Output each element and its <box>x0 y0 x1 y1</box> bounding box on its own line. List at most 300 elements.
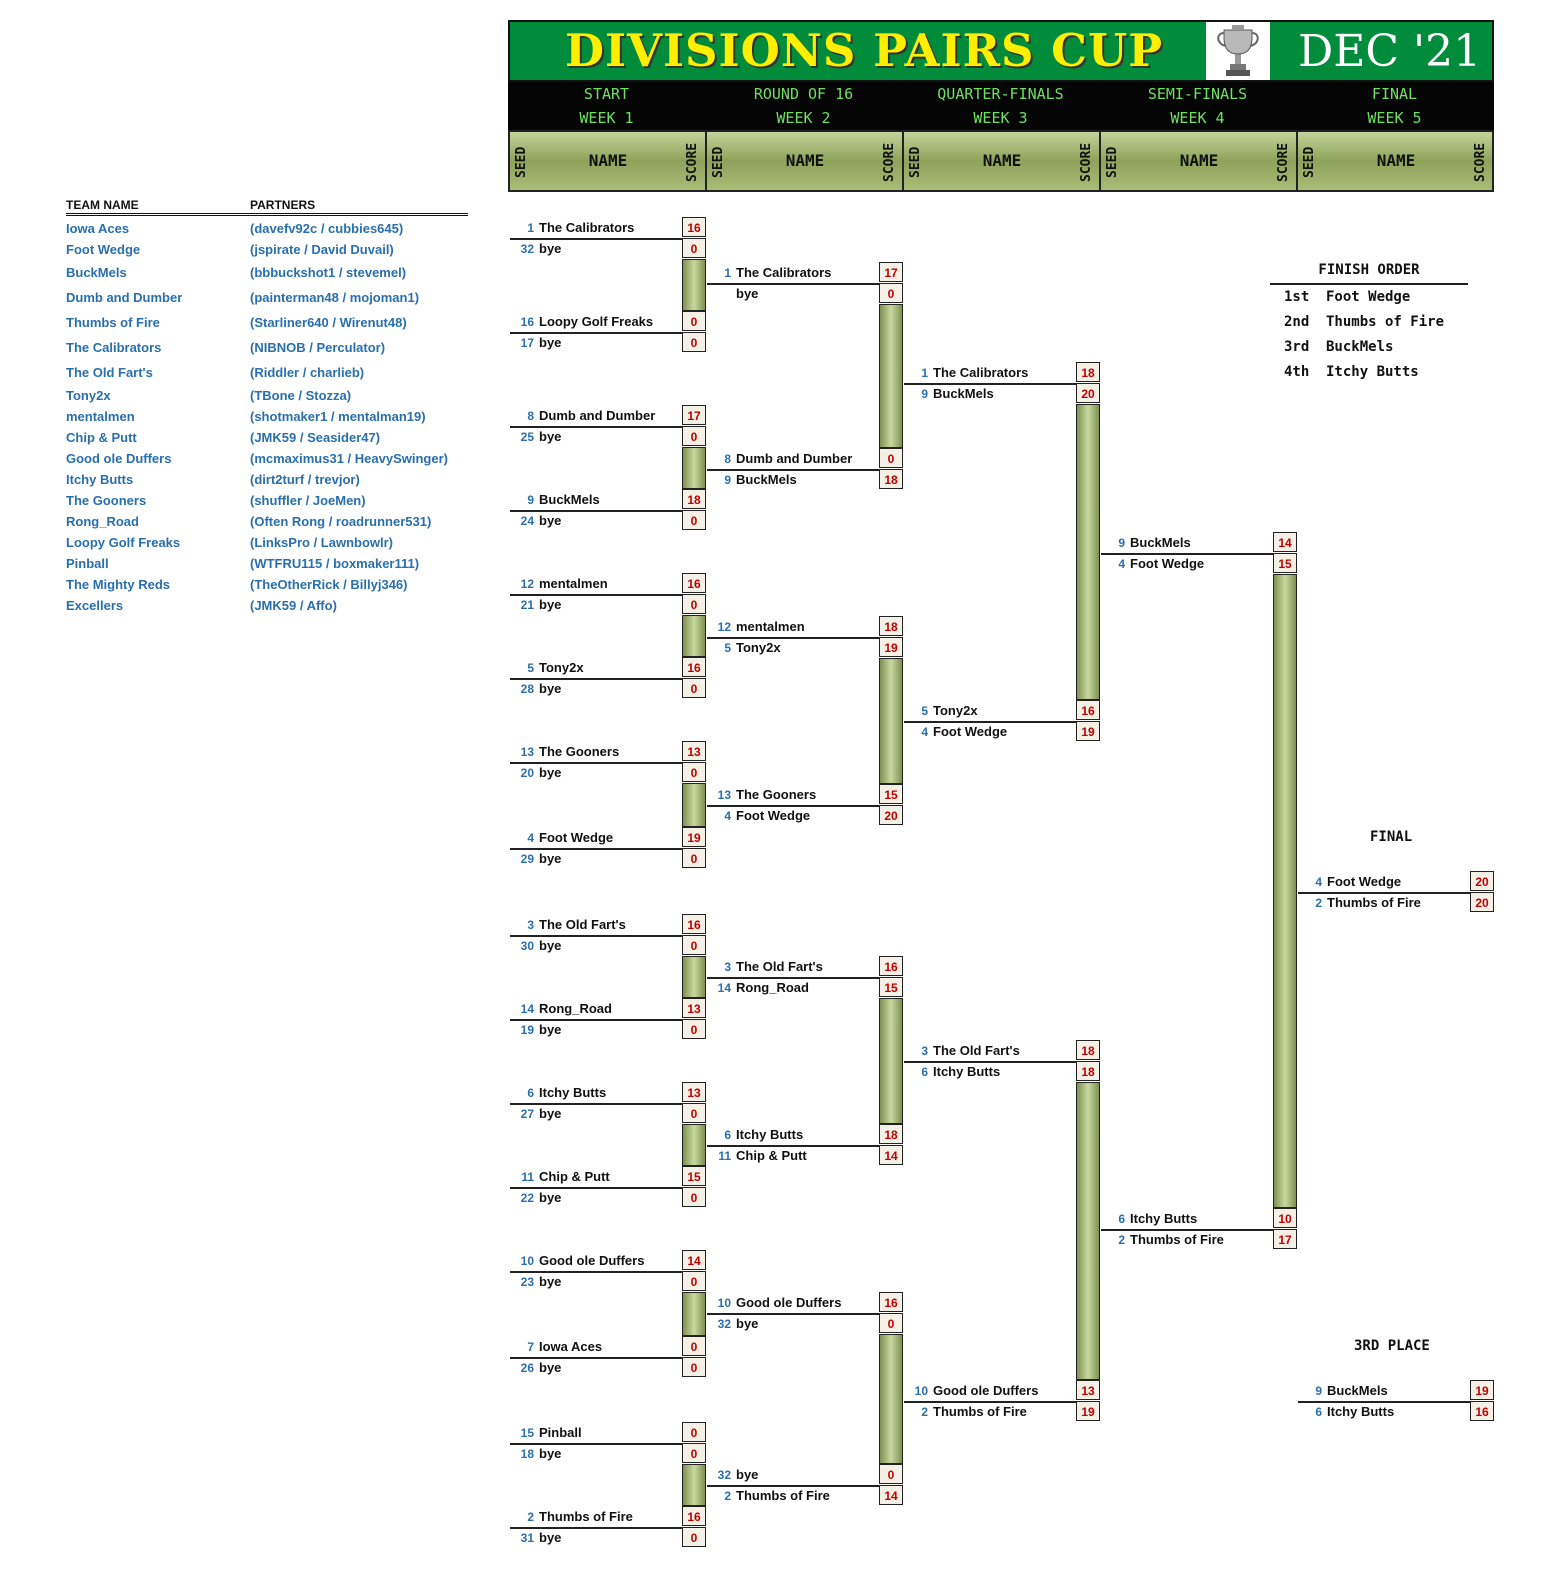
slot-score: 16 <box>879 1292 903 1312</box>
slot-seed: 8 <box>724 452 731 466</box>
bracket-slot <box>904 362 1100 385</box>
bracket-slot <box>707 637 903 658</box>
finish-row <box>1284 289 1410 305</box>
slot-seed: 2 <box>1118 1233 1125 1247</box>
team-name: Loopy Golf Freaks <box>66 535 181 550</box>
team-partners: (Starliner640 / Wirenut48) <box>250 315 407 330</box>
team-name: The Mighty Reds <box>66 577 171 592</box>
bracket-slot <box>510 1443 706 1464</box>
round-week: WEEK 1 <box>579 109 634 127</box>
slot-seed: 12 <box>717 620 731 634</box>
slot-seed: 1 <box>724 266 731 280</box>
slot-team-name: bye <box>539 851 562 866</box>
slot-score: 17 <box>1273 1229 1297 1249</box>
slot-team-name: bye <box>539 429 562 444</box>
slot-score: 16 <box>682 217 706 237</box>
slot-seed: 30 <box>520 939 534 953</box>
round-week: WEEK 3 <box>973 109 1028 127</box>
bracket-slot <box>510 594 706 615</box>
col-seed-label: SEED <box>514 146 529 178</box>
slot-seed: 20 <box>520 766 534 780</box>
team-partners: (JMK59 / Seasider47) <box>250 430 381 445</box>
bracket-slot <box>510 426 706 447</box>
slot-team-name: Itchy Butts <box>1327 1404 1395 1419</box>
slot-score: 0 <box>682 678 706 698</box>
slot-team-name: bye <box>539 765 562 780</box>
team-partners: (mcmaximus31 / HeavySwinger) <box>250 451 448 466</box>
slot-team-name: Dumb and Dumber <box>736 451 853 466</box>
bracket-slot <box>1298 1401 1494 1422</box>
final-label: FINAL <box>1370 829 1413 845</box>
slot-team-name: bye <box>539 1530 562 1545</box>
slot-seed: 6 <box>527 1086 534 1100</box>
bracket-slot <box>1298 892 1494 913</box>
slot-seed: 4 <box>527 831 534 845</box>
slot-team-name: bye <box>539 1274 562 1289</box>
bracket-slot <box>510 1527 706 1548</box>
bracket-slot <box>707 616 903 639</box>
bracket-connector <box>682 447 706 489</box>
slot-team-name: bye <box>539 513 562 528</box>
col-score-label: SCORE <box>882 142 897 182</box>
slot-team-name: The Old Fart's <box>736 959 823 974</box>
bracket-slot <box>1101 1208 1297 1231</box>
team-name: mentalmen <box>66 409 135 424</box>
slot-team-name: The Calibrators <box>736 265 832 280</box>
slot-score: 13 <box>682 1082 706 1102</box>
team-name: The Calibrators <box>66 340 162 355</box>
slot-score: 16 <box>682 914 706 934</box>
slot-seed: 9 <box>1118 536 1125 550</box>
slot-score: 18 <box>1076 1040 1100 1060</box>
bracket-slot <box>707 469 903 490</box>
bracket-slot <box>1101 553 1297 574</box>
team-partners: (davefv92c / cubbies645) <box>250 221 404 236</box>
bracket-slot <box>510 573 706 596</box>
slot-team-name: Foot Wedge <box>1130 556 1205 571</box>
slot-team-name: Foot Wedge <box>933 724 1008 739</box>
slot-seed: 29 <box>520 852 534 866</box>
slot-team-name: Iowa Aces <box>539 1339 603 1354</box>
finish-place: 4th <box>1284 364 1310 380</box>
slot-score: 14 <box>682 1250 706 1270</box>
slot-team-name: Good ole Duffers <box>736 1295 842 1310</box>
bracket-slot <box>707 283 903 304</box>
slot-team-name: Pinball <box>539 1425 582 1440</box>
bracket-slot <box>707 1124 903 1147</box>
finish-place: 3rd <box>1284 339 1310 355</box>
team-partners: (TheOtherRick / Billyj346) <box>250 577 408 592</box>
bracket-connector <box>682 1464 706 1506</box>
slot-score: 15 <box>879 977 903 997</box>
bracket-slot <box>510 217 706 240</box>
round-week: WEEK 2 <box>776 109 831 127</box>
slot-team-name: bye <box>539 597 562 612</box>
team-partners: (dirt2turf / trevjor) <box>250 472 360 487</box>
slot-score: 15 <box>879 784 903 804</box>
bracket-slot <box>904 721 1100 742</box>
bracket-slot <box>510 848 706 869</box>
bracket-slot <box>510 762 706 783</box>
slot-score: 13 <box>682 998 706 1018</box>
bracket-connector <box>879 1334 903 1464</box>
bracket-slot <box>510 238 706 259</box>
slot-score: 0 <box>879 283 903 303</box>
event-date: DEC '21 <box>1298 26 1482 77</box>
slot-team-name: Chip & Putt <box>539 1169 610 1184</box>
slot-score: 17 <box>682 405 706 425</box>
slot-score: 16 <box>682 573 706 593</box>
team-partners: (bbbuckshot1 / stevemel) <box>250 265 407 280</box>
col-name-label: NAME <box>982 151 1022 170</box>
slot-seed: 10 <box>520 1254 534 1268</box>
round-name: START <box>583 85 630 103</box>
slot-team-name: BuckMels <box>1130 535 1191 550</box>
slot-team-name: bye <box>539 1446 562 1461</box>
bracket-slot <box>510 657 706 680</box>
team-name: Pinball <box>66 556 109 571</box>
finish-team: Foot Wedge <box>1326 289 1411 305</box>
slot-score: 19 <box>1470 1380 1494 1400</box>
slot-team-name: The Old Fart's <box>539 917 626 932</box>
bracket-slot <box>510 827 706 850</box>
bracket-connector <box>682 615 706 657</box>
slot-team-name: bye <box>736 286 759 301</box>
slot-team-name: bye <box>539 1106 562 1121</box>
team-partners: (shotmaker1 / mentalman19) <box>250 409 426 424</box>
slot-team-name: The Old Fart's <box>933 1043 1020 1058</box>
bracket-connector <box>682 259 706 311</box>
slot-team-name: Thumbs of Fire <box>1327 895 1421 910</box>
bracket-slot <box>904 1040 1100 1063</box>
slot-score: 0 <box>682 510 706 530</box>
slot-team-name: The Calibrators <box>539 220 635 235</box>
bracket-slot <box>707 1464 903 1487</box>
slot-score: 13 <box>682 741 706 761</box>
bracket-connector <box>879 304 903 448</box>
bracket-slot <box>510 1506 706 1529</box>
slot-score: 16 <box>682 1506 706 1526</box>
slot-score: 19 <box>1076 721 1100 741</box>
bracket-connector <box>682 956 706 998</box>
col-seed-label: SEED <box>1105 146 1120 178</box>
slot-seed: 11 <box>521 1170 534 1184</box>
finish-row <box>1284 364 1419 380</box>
bracket-connector <box>1273 574 1297 1208</box>
slot-score: 0 <box>682 594 706 614</box>
finish-place: 2nd <box>1284 314 1310 330</box>
slot-team-name: Thumbs of Fire <box>1130 1232 1224 1247</box>
slot-score: 18 <box>879 616 903 636</box>
slot-team-name: bye <box>539 335 562 350</box>
bracket-slot <box>510 510 706 531</box>
slot-seed: 18 <box>520 1447 534 1461</box>
slot-score: 19 <box>1076 1401 1100 1421</box>
team-partners: (painterman48 / mojoman1) <box>250 290 420 305</box>
slot-score: 18 <box>1076 362 1100 382</box>
slot-team-name: mentalmen <box>539 576 608 591</box>
third-place-label: 3RD PLACE <box>1354 1338 1430 1354</box>
slot-seed: 6 <box>1315 1405 1322 1419</box>
slot-seed: 12 <box>520 577 534 591</box>
slot-seed: 6 <box>724 1128 731 1142</box>
slot-seed: 8 <box>527 409 534 423</box>
slot-seed: 4 <box>1315 875 1322 889</box>
slot-score: 20 <box>1470 892 1494 912</box>
slot-score: 20 <box>1470 871 1494 891</box>
team-name: Rong_Road <box>66 514 139 529</box>
bracket-slot <box>510 1271 706 1292</box>
col-score-label: SCORE <box>1079 142 1094 182</box>
team-partners: (Often Rong / roadrunner531) <box>250 514 432 529</box>
slot-team-name: Itchy Butts <box>1130 1211 1198 1226</box>
slot-score: 0 <box>682 1103 706 1123</box>
slot-score: 0 <box>682 1443 706 1463</box>
bracket-connector <box>682 783 706 827</box>
bracket-slot <box>510 1019 706 1040</box>
bracket-slot <box>707 1145 903 1166</box>
team-partners: (NIBNOB / Perculator) <box>250 340 386 355</box>
team-name: The Gooners <box>66 493 147 508</box>
slot-seed: 7 <box>527 1340 534 1354</box>
bracket-slot <box>707 1485 903 1506</box>
col-seed-label: SEED <box>908 146 923 178</box>
bracket-slot <box>510 311 706 334</box>
slot-score: 0 <box>682 1019 706 1039</box>
bracket-slot <box>707 977 903 998</box>
team-name: Itchy Butts <box>66 472 134 487</box>
slot-score: 0 <box>682 1336 706 1356</box>
slot-team-name: Good ole Duffers <box>933 1383 1039 1398</box>
team-partners: (shuffler / JoeMen) <box>250 493 366 508</box>
slot-seed: 3 <box>724 960 731 974</box>
slot-seed: 2 <box>921 1405 928 1419</box>
bracket-slot <box>1298 871 1494 894</box>
slot-score: 13 <box>1076 1380 1100 1400</box>
slot-team-name: Thumbs of Fire <box>933 1404 1027 1419</box>
slot-score: 19 <box>682 827 706 847</box>
slot-team-name: Chip & Putt <box>736 1148 807 1163</box>
slot-team-name: bye <box>736 1316 759 1331</box>
bracket-connector <box>682 1292 706 1336</box>
slot-team-name: bye <box>539 681 562 696</box>
slot-score: 0 <box>682 1527 706 1547</box>
col-score-label: SCORE <box>1473 142 1488 182</box>
slot-seed: 1 <box>921 366 928 380</box>
slot-seed: 32 <box>520 242 534 256</box>
finish-order-title: FINISH ORDER <box>1318 262 1420 278</box>
bracket-slot <box>904 1401 1100 1422</box>
round-name: FINAL <box>1371 85 1418 103</box>
team-name: Iowa Aces <box>66 221 130 236</box>
slot-score: 15 <box>1273 553 1297 573</box>
slot-seed: 2 <box>1315 896 1322 910</box>
team-partners: (TBone / Stozza) <box>250 388 352 403</box>
bracket-slot <box>510 1187 706 1208</box>
bracket-slot <box>510 1250 706 1273</box>
col-seed-label: SEED <box>711 146 726 178</box>
slot-team-name: Thumbs of Fire <box>539 1509 633 1524</box>
slot-score: 16 <box>1470 1401 1494 1421</box>
slot-team-name: Thumbs of Fire <box>736 1488 830 1503</box>
team-partners: (LinksPro / Lawnbowlr) <box>250 535 394 550</box>
bracket-slot <box>707 262 903 285</box>
slot-team-name: Dumb and Dumber <box>539 408 656 423</box>
slot-seed: 4 <box>921 725 928 739</box>
slot-score: 0 <box>682 1271 706 1291</box>
slot-score: 0 <box>879 1464 903 1484</box>
slot-score: 0 <box>682 426 706 446</box>
bracket-slot <box>510 405 706 428</box>
team-name: Excellers <box>66 598 124 613</box>
col-name-label: NAME <box>588 151 628 170</box>
slot-score: 14 <box>879 1145 903 1165</box>
slot-score: 0 <box>682 1422 706 1442</box>
finish-team: Itchy Butts <box>1326 364 1419 380</box>
slot-team-name: bye <box>539 1190 562 1205</box>
col-score-label: SCORE <box>1276 142 1291 182</box>
finish-order-rule <box>1270 283 1468 285</box>
slot-seed: 5 <box>527 661 534 675</box>
teams-col-team: TEAM NAME <box>66 198 139 212</box>
slot-score: 0 <box>682 332 706 352</box>
col-name-label: NAME <box>1179 151 1219 170</box>
slot-seed: 31 <box>520 1531 534 1545</box>
slot-team-name: bye <box>736 1467 759 1482</box>
slot-seed: 15 <box>520 1426 534 1440</box>
slot-seed: 19 <box>520 1023 534 1037</box>
team-name: Thumbs of Fire <box>66 315 160 330</box>
slot-team-name: bye <box>539 1022 562 1037</box>
bracket-slot <box>510 489 706 512</box>
slot-seed: 14 <box>717 981 731 995</box>
bracket-slot <box>1101 1229 1297 1250</box>
finish-row <box>1284 314 1444 330</box>
slot-seed: 11 <box>718 1149 731 1163</box>
bracket-slot <box>904 700 1100 723</box>
slot-score: 18 <box>1076 1061 1100 1081</box>
slot-score: 19 <box>879 637 903 657</box>
round-name: QUARTER-FINALS <box>937 85 1064 103</box>
slot-score: 0 <box>682 762 706 782</box>
slot-team-name: Rong_Road <box>539 1001 612 1016</box>
bracket-slot <box>510 1082 706 1105</box>
col-name-label: NAME <box>1376 151 1416 170</box>
bracket-slot <box>510 1422 706 1445</box>
slot-team-name: Tony2x <box>933 703 978 718</box>
round-week: WEEK 4 <box>1170 109 1225 127</box>
slot-seed: 4 <box>1118 557 1125 571</box>
bracket-connector <box>879 658 903 784</box>
team-name: BuckMels <box>66 265 127 280</box>
slot-seed: 24 <box>520 514 534 528</box>
slot-score: 18 <box>879 469 903 489</box>
bracket-slot <box>510 998 706 1021</box>
bracket-slot <box>904 383 1100 404</box>
slot-team-name: Itchy Butts <box>933 1064 1001 1079</box>
slot-team-name: BuckMels <box>1327 1383 1388 1398</box>
bracket-slot <box>510 741 706 764</box>
page-title: DIVISIONS PAIRS CUP <box>565 24 1164 77</box>
slot-team-name: Itchy Butts <box>539 1085 607 1100</box>
slot-seed: 23 <box>520 1275 534 1289</box>
team-name: Foot Wedge <box>66 242 141 257</box>
bracket-slot <box>510 678 706 699</box>
slot-seed: 32 <box>717 1468 731 1482</box>
slot-team-name: Tony2x <box>736 640 781 655</box>
slot-score: 0 <box>682 848 706 868</box>
bracket-slot <box>707 805 903 826</box>
slot-seed: 3 <box>527 918 534 932</box>
slot-team-name: BuckMels <box>539 492 600 507</box>
bracket-slot <box>707 448 903 471</box>
bracket-slot <box>1298 1380 1494 1403</box>
slot-score: 0 <box>879 1313 903 1333</box>
bracket-slot <box>510 332 706 353</box>
slot-team-name: Good ole Duffers <box>539 1253 645 1268</box>
slot-team-name: Loopy Golf Freaks <box>539 314 654 329</box>
col-name-label: NAME <box>785 151 825 170</box>
slot-score: 16 <box>879 956 903 976</box>
slot-team-name: bye <box>539 1360 562 1375</box>
slot-seed: 14 <box>520 1002 534 1016</box>
slot-score: 10 <box>1273 1208 1297 1228</box>
team-name: Tony2x <box>66 388 111 403</box>
bracket-connector <box>879 998 903 1124</box>
round-name: ROUND OF 16 <box>753 85 854 103</box>
slot-score: 18 <box>879 1124 903 1144</box>
slot-score: 0 <box>879 448 903 468</box>
bracket-slot <box>510 1166 706 1189</box>
slot-team-name: mentalmen <box>736 619 805 634</box>
team-name: Good ole Duffers <box>66 451 172 466</box>
slot-seed: 6 <box>1118 1212 1125 1226</box>
bracket-slot <box>510 1336 706 1359</box>
slot-seed: 16 <box>520 315 534 329</box>
slot-seed: 9 <box>921 387 928 401</box>
round-name: SEMI-FINALS <box>1147 85 1248 103</box>
team-name: Dumb and Dumber <box>66 290 183 305</box>
slot-score: 0 <box>682 1357 706 1377</box>
bracket-connector <box>682 1124 706 1166</box>
slot-team-name: BuckMels <box>736 472 797 487</box>
slot-seed: 26 <box>520 1361 534 1375</box>
slot-team-name: BuckMels <box>933 386 994 401</box>
slot-seed: 3 <box>921 1044 928 1058</box>
team-name: The Old Fart's <box>66 365 153 380</box>
slot-score: 20 <box>1076 383 1100 403</box>
slot-score: 18 <box>682 489 706 509</box>
bracket-connector <box>1076 1082 1100 1380</box>
slot-seed: 13 <box>520 745 534 759</box>
slot-seed: 5 <box>921 704 928 718</box>
bracket-slot <box>707 1292 903 1315</box>
team-partners: (WTFRU115 / boxmaker111) <box>250 556 420 571</box>
bracket-slot <box>510 1103 706 1124</box>
slot-team-name: Foot Wedge <box>539 830 614 845</box>
slot-score: 16 <box>682 657 706 677</box>
bracket-slot <box>707 784 903 807</box>
finish-row <box>1284 339 1393 355</box>
slot-seed: 21 <box>520 598 534 612</box>
finish-place: 1st <box>1284 289 1310 305</box>
slot-seed: 9 <box>1315 1384 1322 1398</box>
slot-seed: 5 <box>724 641 731 655</box>
team-partners: (JMK59 / Affo) <box>250 598 337 613</box>
slot-score: 0 <box>682 238 706 258</box>
slot-team-name: The Gooners <box>539 744 620 759</box>
col-score-label: SCORE <box>685 142 700 182</box>
